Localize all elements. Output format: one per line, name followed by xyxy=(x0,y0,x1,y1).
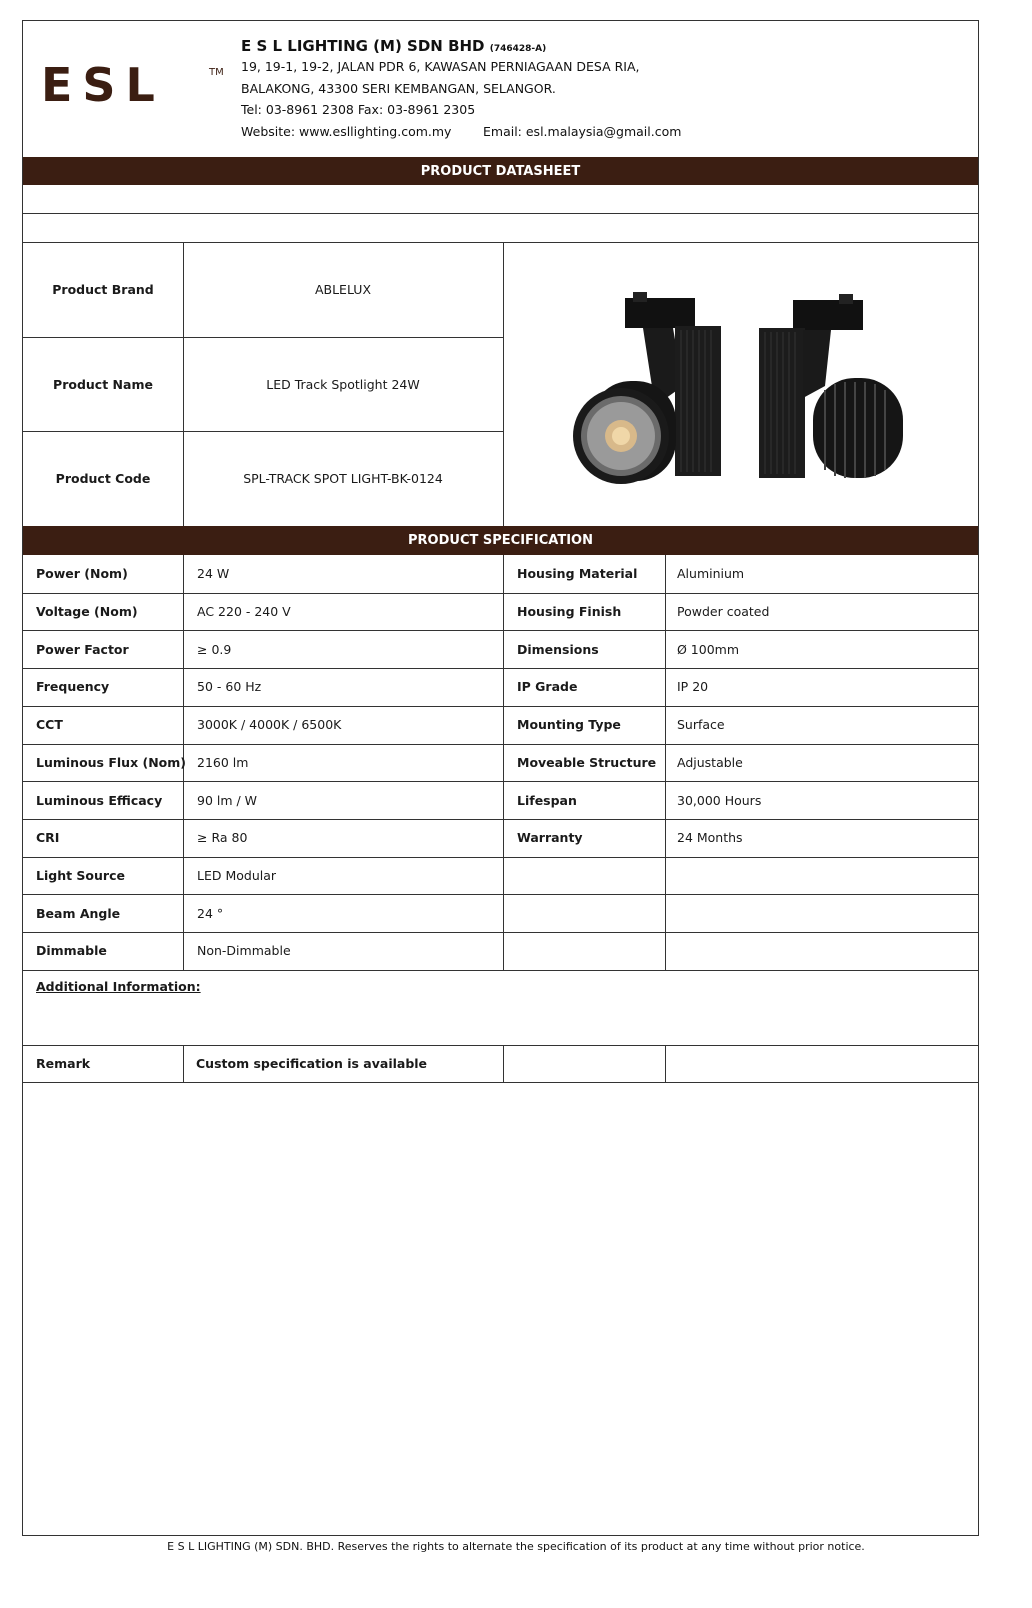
phone-fax: Tel: 03-8961 2308 Fax: 03-8961 2305 xyxy=(241,102,476,117)
email: Email: esl.malaysia@gmail.com xyxy=(483,124,682,139)
product-code-label: Product Code xyxy=(55,471,151,486)
product-name-value: LED Track Spotlight 24W xyxy=(266,376,420,392)
spec-value: Powder coated xyxy=(677,604,770,620)
spec-label: Moveable Structure xyxy=(517,754,657,770)
spec-label: Luminous Efficacy xyxy=(36,792,163,808)
spec-label: Beam Angle xyxy=(36,905,121,921)
spec-value: 24 W xyxy=(197,566,230,582)
website: Website: www.esllighting.com.my xyxy=(241,124,452,139)
datasheet-title: PRODUCT DATASHEET xyxy=(23,157,978,185)
spec-label: Housing Finish xyxy=(517,604,622,620)
product-name-label: Product Name xyxy=(53,376,153,392)
trademark-mark: TM xyxy=(209,67,224,78)
esl-logo xyxy=(41,59,213,111)
remark-value: Custom specification is available xyxy=(196,1056,428,1071)
spec-value: 2160 lm xyxy=(197,754,249,770)
address-line-2: BALAKONG, 43300 SERI KEMBANGAN, SELANGOR. xyxy=(241,81,556,96)
spec-label: Luminous Flux (Nom) xyxy=(36,754,186,770)
spec-label: Voltage (Nom) xyxy=(36,604,138,620)
spec-value: LED Modular xyxy=(197,867,277,883)
spec-value: ≥ 0.9 xyxy=(197,641,232,657)
spec-label: Power (Nom) xyxy=(36,566,128,582)
spec-value: IP 20 xyxy=(677,679,709,695)
spec-label: Power Factor xyxy=(36,641,129,657)
spec-label: Warranty xyxy=(517,830,583,846)
spec-label: Housing Material xyxy=(517,566,638,582)
spec-label: Dimmable xyxy=(36,943,107,959)
product-brand-value: ABLELUX xyxy=(314,282,372,297)
spec-label: IP Grade xyxy=(517,679,578,695)
spec-label: CRI xyxy=(36,830,60,846)
spec-label: Mounting Type xyxy=(517,717,621,733)
datasheet-page xyxy=(22,20,979,1536)
footer-disclaimer: E S L LIGHTING (M) SDN. BHD. Reserves the rights to alternate the specification of its product at any time without prior notice. xyxy=(167,1540,865,1553)
spec-label: CCT xyxy=(36,717,63,733)
spec-label: Dimensions xyxy=(517,641,599,657)
product-image xyxy=(563,286,903,496)
logo-text: ESL xyxy=(41,58,165,112)
spec-label: Light Source xyxy=(36,867,125,883)
specification-title: PRODUCT SPECIFICATION xyxy=(23,526,978,555)
spec-value: Ø 100mm xyxy=(677,641,740,657)
product-code-value: SPL-TRACK SPOT LIGHT-BK-0124 xyxy=(243,471,443,486)
company-name xyxy=(241,37,546,55)
additional-info-label: Additional Information: xyxy=(36,979,201,994)
address-line-1: 19, 19-1, 19-2, JALAN PDR 6, KAWASAN PERNIAGAAN DESA RIA, xyxy=(241,59,640,74)
remark-label: Remark xyxy=(36,1056,91,1071)
spec-value: Adjustable xyxy=(677,754,743,770)
spec-value: 50 - 60 Hz xyxy=(197,679,262,695)
spec-value: Surface xyxy=(677,717,725,733)
spec-value: 24 ° xyxy=(197,905,224,921)
product-brand-label: Product Brand xyxy=(52,282,154,297)
spec-value: Non-Dimmable xyxy=(197,943,291,959)
company-name-text: E S L LIGHTING (M) SDN BHD xyxy=(241,37,485,55)
spec-label: Frequency xyxy=(36,679,110,695)
company-reg: (746428-A) xyxy=(489,44,547,54)
spec-value: 30,000 Hours xyxy=(677,792,762,808)
spec-value: AC 220 - 240 V xyxy=(197,604,291,620)
spec-value: 90 lm / W xyxy=(197,792,258,808)
spec-value: Aluminium xyxy=(677,566,745,582)
spec-label: Lifespan xyxy=(517,792,577,808)
spec-value: 3000K / 4000K / 6500K xyxy=(197,717,342,733)
spec-value: 24 Months xyxy=(677,830,743,846)
spec-value: ≥ Ra 80 xyxy=(197,830,248,846)
